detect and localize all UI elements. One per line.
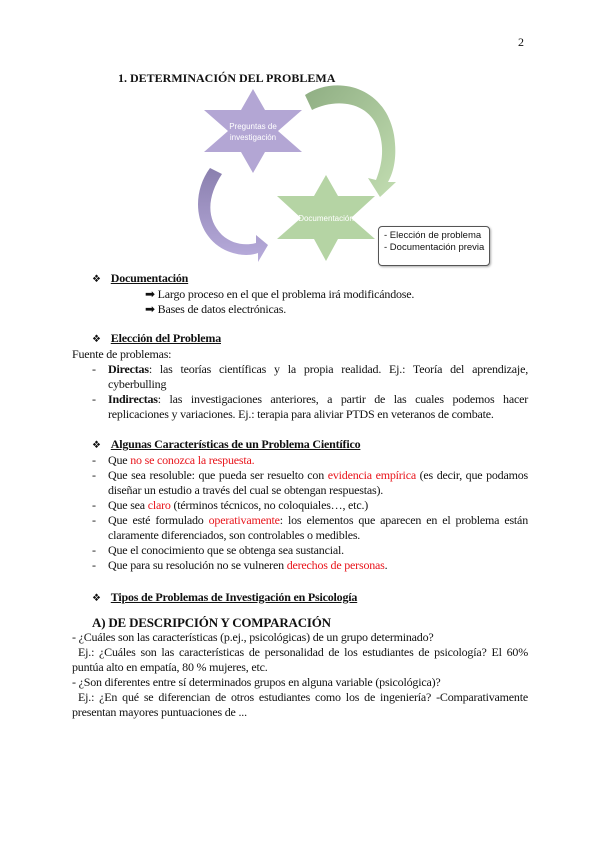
star1-label-line2: investigación — [229, 133, 277, 142]
heading-documentacion: ❖ Documentación — [92, 271, 189, 285]
note-line: - Elección de problema — [384, 230, 482, 241]
heading-caracteristicas: ❖ Algunas Características de un Problema Científico — [92, 437, 361, 451]
page-number: 2 — [518, 35, 524, 49]
body-text — [72, 271, 528, 720]
diagram-note-box — [378, 226, 490, 266]
list-item: - Que sea claro (términos técnicos, no coloquiales…, etc.) — [92, 498, 369, 512]
diamond-bullet-icon: ❖ — [92, 440, 101, 451]
star1-label-line1: Preguntas de — [229, 122, 277, 131]
section-title: 1. DETERMINACIÓN DEL PROBLEMA — [118, 71, 336, 85]
star2-label: Documentación — [298, 214, 354, 223]
diamond-bullet-icon: ❖ — [92, 334, 101, 345]
intro-text: Fuente de problemas: — [72, 347, 172, 361]
diamond-bullet-icon: ❖ — [92, 593, 101, 604]
paragraph: - ¿Cuáles son las características (p.ej., psicológicas) de un grupo determinado? — [72, 630, 434, 644]
list-item: - Que para su resolución no se vulneren derechos de personas. — [92, 558, 388, 572]
subheading: A) DE DESCRIPCIÓN Y COMPARACIÓN — [92, 615, 331, 630]
star-preguntas — [204, 89, 302, 173]
list-item: - Que esté formulado operativamente: los elementos que aparecen en el problema están claramente diferenciados, son controlables o medibles. — [92, 513, 528, 542]
green-cycle-arrow — [305, 85, 396, 197]
list-item: ➡ Largo proceso en el que el problema irá modificándose. — [145, 287, 415, 301]
list-item: ➡ Bases de datos electrónicas. — [145, 302, 287, 316]
list-item: - Que sea resoluble: que pueda ser resuelto con evidencia empírica (es decir, que podamos diseñar un estudio a través del cual se obtengan respuestas). — [92, 468, 528, 497]
list-item: - Directas: las teorías científicas y la propia realidad. Ej.: Teoría del aprendizaje, cyberbulling — [92, 362, 528, 391]
paragraph: - ¿Son diferentes entre sí determinados grupos en alguna variable (psicológica)? — [72, 675, 441, 689]
paragraph: Ej.: ¿Cuáles son las características de personalidad de los estudiantes de psicología? El 60% puntúa alto en empatía, 80 % mujeres, etc. — [72, 645, 528, 674]
heading-tipos: ❖ Tipos de Problemas de Investigación en Psicología — [92, 590, 358, 604]
list-item: - Indirectas: las investigaciones anteriores, a partir de las cuales podemos hacer replicaciones y variaciones. Ej.: terapia para aliviar PTDS en veteranos de combate. — [92, 392, 528, 421]
paragraph: Ej.: ¿En qué se diferencian de otros estudiantes como los de ingeniería? -Comparativamente presentan mayores puntuaciones de ... — [72, 690, 528, 719]
list-item: - Que el conocimiento que se obtenga sea sustancial. — [92, 543, 344, 557]
list-item: - Que no se conozca la respuesta. — [92, 453, 255, 467]
diamond-bullet-icon: ❖ — [92, 274, 101, 285]
arrow-bullet-icon: ➡ — [145, 287, 158, 301]
heading-eleccion: ❖ Elección del Problema — [92, 331, 221, 345]
process-diagram — [0, 0, 600, 268]
purple-cycle-arrow — [198, 168, 268, 262]
arrow-bullet-icon: ➡ — [145, 302, 158, 316]
note-line: - Documentación previa — [384, 242, 485, 253]
